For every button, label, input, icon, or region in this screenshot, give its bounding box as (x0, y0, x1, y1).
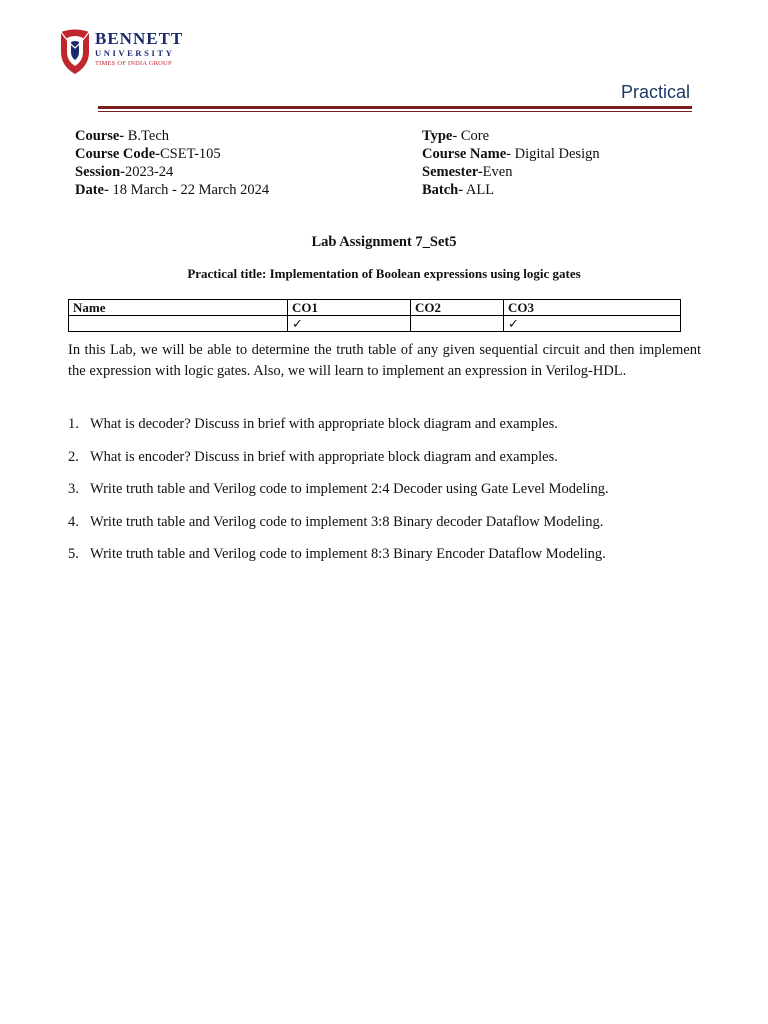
co-cell-name (69, 316, 288, 332)
meta-type: Type- Core (422, 128, 489, 144)
header-rule (98, 106, 692, 109)
co-header-name: Name (69, 300, 288, 316)
question-text: Write truth table and Verilog code to implement 8:3 Binary Encoder Dataflow Modeling. (90, 546, 606, 562)
meta-session: Session-2023-24 (75, 164, 174, 180)
logo-group: TIMES OF INDIA GROUP (95, 60, 172, 67)
question-text: What is decoder? Discuss in brief with appropriate block diagram and examples. (90, 416, 558, 432)
co-cell-co3: ✓ (504, 316, 681, 332)
question-item (68, 544, 708, 564)
meta-course: Course- B.Tech (75, 128, 170, 144)
question-number: 2. (68, 448, 79, 465)
co-header-co1: CO1 (288, 300, 411, 316)
question-text: Write truth table and Verilog code to implement 3:8 Binary decoder Dataflow Modeling. (90, 513, 604, 530)
meta-course-code: Course Code-CSET-105 (75, 146, 221, 162)
logo-name: BENNETT (95, 29, 184, 48)
question-text: What is encoder? Discuss in brief with appropriate block diagram and examples. (90, 448, 558, 465)
logo-subtitle: UNIVERSITY (95, 48, 175, 58)
meta-right (422, 127, 600, 199)
question-item (68, 447, 708, 467)
co-header-co3: CO3 (504, 300, 681, 316)
question-number: 1. (68, 416, 79, 432)
question-number: 4. (68, 513, 79, 530)
question-item (68, 414, 708, 434)
co-cell-co1: ✓ (288, 316, 411, 332)
co-table-header-row (69, 300, 681, 316)
question-number: 5. (68, 546, 79, 562)
question-list (68, 414, 708, 577)
co-table-row (69, 316, 681, 332)
section-label: Practical (620, 82, 690, 102)
intro-paragraph: In this Lab, we will be able to determine the truth table of any given sequential circuit and then implement the expression with logic gates. Also, we will learn to implement an expression in Verilog-HDL. (68, 342, 701, 379)
co-header-co2: CO2 (411, 300, 504, 316)
header-rule-thin (98, 111, 692, 112)
question-text: Write truth table and Verilog code to implement 2:4 Decoder using Gate Level Modeling. (90, 481, 609, 497)
question-item (68, 512, 708, 532)
meta-date: Date- 18 March - 22 March 2024 (75, 182, 270, 198)
question-item (68, 479, 708, 499)
assignment-title: Lab Assignment 7_Set5 (311, 234, 457, 250)
meta-semester: Semester-Even (422, 164, 513, 180)
university-logo (58, 28, 188, 76)
meta-left (75, 127, 269, 199)
practical-title: Practical title: Implementation of Boolean expressions using logic gates (187, 266, 581, 281)
question-number: 3. (68, 481, 79, 497)
meta-batch: Batch- ALL (422, 182, 495, 198)
co-table (68, 299, 681, 332)
crest-icon (58, 28, 92, 76)
meta-course-name: Course Name- Digital Design (422, 146, 600, 162)
co-cell-co2 (411, 316, 504, 332)
